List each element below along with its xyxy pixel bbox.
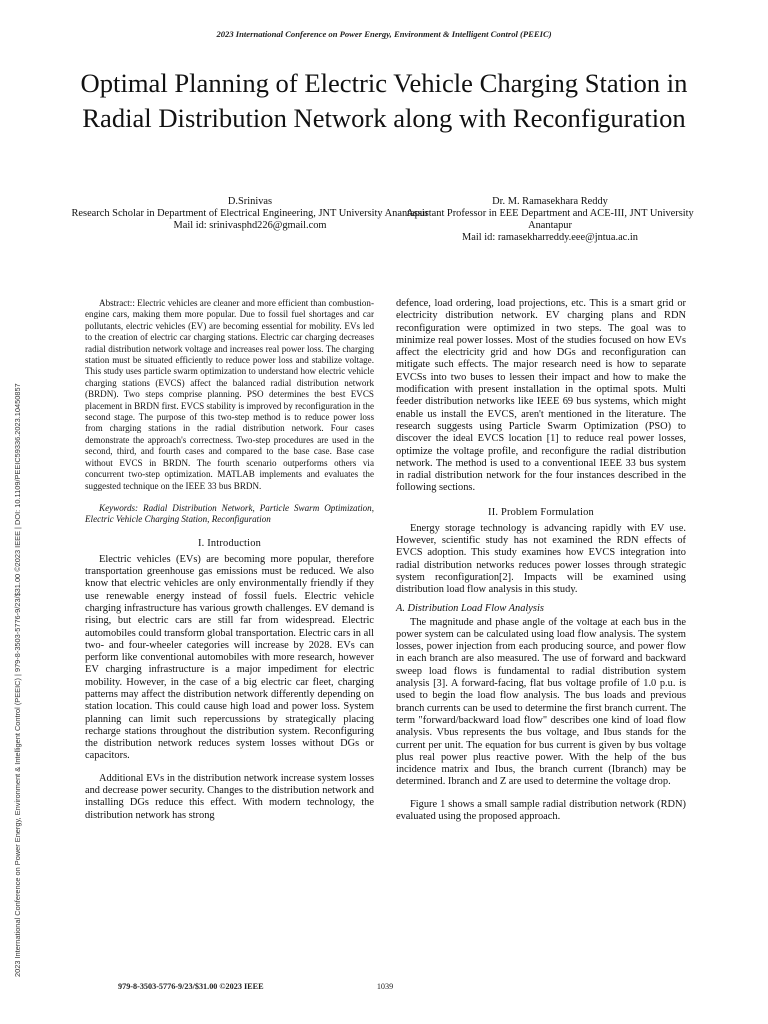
abstract: Abstract:: Electric vehicles are cleaner and more efficient than combustion-engine cars, making them more popular. Due to fossil fuel shortages and car pollutants, electric vehicles (EV) are becoming essential for mobility. EVs led to the creation of electric car charging stations. Electric car charging decreases radial distribution network voltage and increases real power loss. The charging station must be situated efficiently to reduce power loss and stabilize voltage. This study uses particle swarm optimization to understand how electric vehicle charging stations (EVCS) affect the balanced radial distribution network (BRDN). Two steps comprise planning. PSO determines the best EVCS placement in BRDN first. EVCS stability is improved by reconfiguration in the second stage. The purpose of this two-step method is to reduce power loss from charging stations in the radial distribution network. Four cases demonstrate the approach's correctness. Two-step procedures are used in the second, third, and fourth cases and compared to the base case. Base case without EVCS in BRDN. The fourth scenario outperforms others via concurrent two-step optimization. MATLAB implements and evaluates the suggested technique on the IEEE 33 bus BRDN. — [85, 298, 374, 491]
author-block-1 — [70, 196, 430, 232]
figure-reference-paragraph: Figure 1 shows a small sample radial distribution network (RDN) evaluated using the proposed approach. — [396, 798, 686, 822]
section-heading-introduction: I. Introduction — [197, 537, 262, 549]
left-column — [85, 298, 374, 822]
keywords: Keywords: Radial Distribution Network, Particle Swarm Optimization, Electric Vehicle Charging Station, Reconfiguration — [85, 502, 374, 525]
intro-continued-paragraph: defence, load ordering, load projections, etc. This is a smart grid or electricity distribution network. EV charging plans and RDN reconfiguration were optimized in two steps. The goal was to minimize real power losses. Most of the studies focused on how EVs affect the electricity grid and how DGs and reconfiguration can mitigate such effects. The major research need is how to separate EVCSs into two buses to lessen their impact and how to make the modification with present installation in the optimal spots. Multi feeder distribution networks like IEEE 69 bus systems, which might enable us install the EVCS, aren't mentioned in the literature. The research suggests using Particle Swarm Optimization (PSO) to discover the ideal EVCS location [1] to reduce real power losses, optimize the voltage profile, and reconfigure the radial distribution network. The method is used to a conventional IEEE 33 bus system in radial distribution network for the four instances described in the following sections. — [396, 298, 686, 494]
intro-paragraph: Electric vehicles (EVs) are becoming more popular, therefore transportation greenhouse gas emissions must be reduced. We also know that electric vehicles are only environmentally friendly if they use renewable energy instead of fossil fuels. Electric vehicle charging infrastructure has various growth challenges. EV demand is rising, but electric cars are still far from widespread. Electric automobiles could transform global transportation. Electric cars in all two- and four-wheeler categories will increase by 2028. EVs can perform like conventional automobiles with more research, however EV charging infrastructure is a major impediment for electric mobility. However, in the case of a big electric car fleet, charging patterns may affect the distribution network differently depending on station location. This could cause high load and power loss. System planning can limit such repercussions by strategically placing recharge stations throughout the distribution system. Reconfiguring the distribution network reduces system losses without DGs or capacitors. — [85, 553, 374, 762]
author-affiliation: Research Scholar in Department of Electrical Engineering, JNT University Anantapur — [71, 208, 429, 219]
problem-paragraph: Energy storage technology is advancing rapidly with EV use. However, scientific study has not examined the RDN effects of EVCS adoption. This study examines how EVCS integration into radial distribution networks reduces power losses through strategic system reconfiguration[2]. Impacts will be examined using distribution load flow analysis in this study. — [396, 522, 686, 596]
subsection-heading-load-flow: A. Distribution Load Flow Analysis — [396, 602, 544, 614]
author-block-2 — [400, 196, 700, 244]
footer-isbn: 979-8-3503-5776-9/23/$31.00 ©2023 IEEE — [118, 982, 264, 991]
right-column — [396, 298, 686, 823]
author-email: Mail id: ramasekharreddy.eee@jntua.ac.in — [462, 232, 638, 243]
author-name: Dr. M. Ramasekhara Reddy — [492, 196, 608, 207]
intro-paragraph: Additional EVs in the distribution network increase system losses and decrease power security. Changes to the distribution network and installing DGs reduce this effect. With modern technology, the distribution network has strong — [85, 772, 374, 821]
page-number: 1039 — [376, 982, 394, 991]
author-affiliation: Assistant Professor in EEE Department and ACE-III, JNT University Anantapur — [406, 208, 694, 231]
paper-title: Optimal Planning of Electric Vehicle Charging Station in Radial Distribution Network along with Reconfiguration — [80, 68, 688, 133]
author-name: D.Srinivas — [227, 196, 273, 207]
author-email: Mail id: srinivasphd226@gmail.com — [173, 220, 327, 231]
side-banner: 2023 International Conference on Power Energy, Environment & Intelligent Control (PEEIC) | 979-8-3503-5776-9/23/$31.00 ©2023 IEEE | DOI: 10.1109/PEEIC59336.2023.10450857 — [13, 383, 22, 977]
section-heading-problem-formulation: II. Problem Formulation — [488, 506, 594, 518]
load-flow-paragraph: The magnitude and phase angle of the voltage at each bus in the power system can be calculated using load flow analysis. The system losses, power injection from each producing source, and power flow in each branch are also measured. The use of forward and backward sweep load flows is fundamental to radial distribution system analysis [3]. A forward-facing, flat bus voltage profile of 1.0 p.u. is used to begin the load flow analysis. The bus loads and previous branch currents can be used to determine the first branch current. The term "forward/backward load flow" describes one kind of load flow analysis. Vbus represents the bus voltage, and Ibus stands for the current per unit. The equation for bus current is given by bus voltage plus real power plus reactive power. With the help of the bus incidence matrix and Ibus, the branch current (Ibranch) may be determined. Ibranch and Z are used to determine the voltage drop. — [396, 616, 686, 788]
conference-header: 2023 International Conference on Power Energy, Environment & Intelligent Control (PEEIC) — [216, 29, 552, 39]
